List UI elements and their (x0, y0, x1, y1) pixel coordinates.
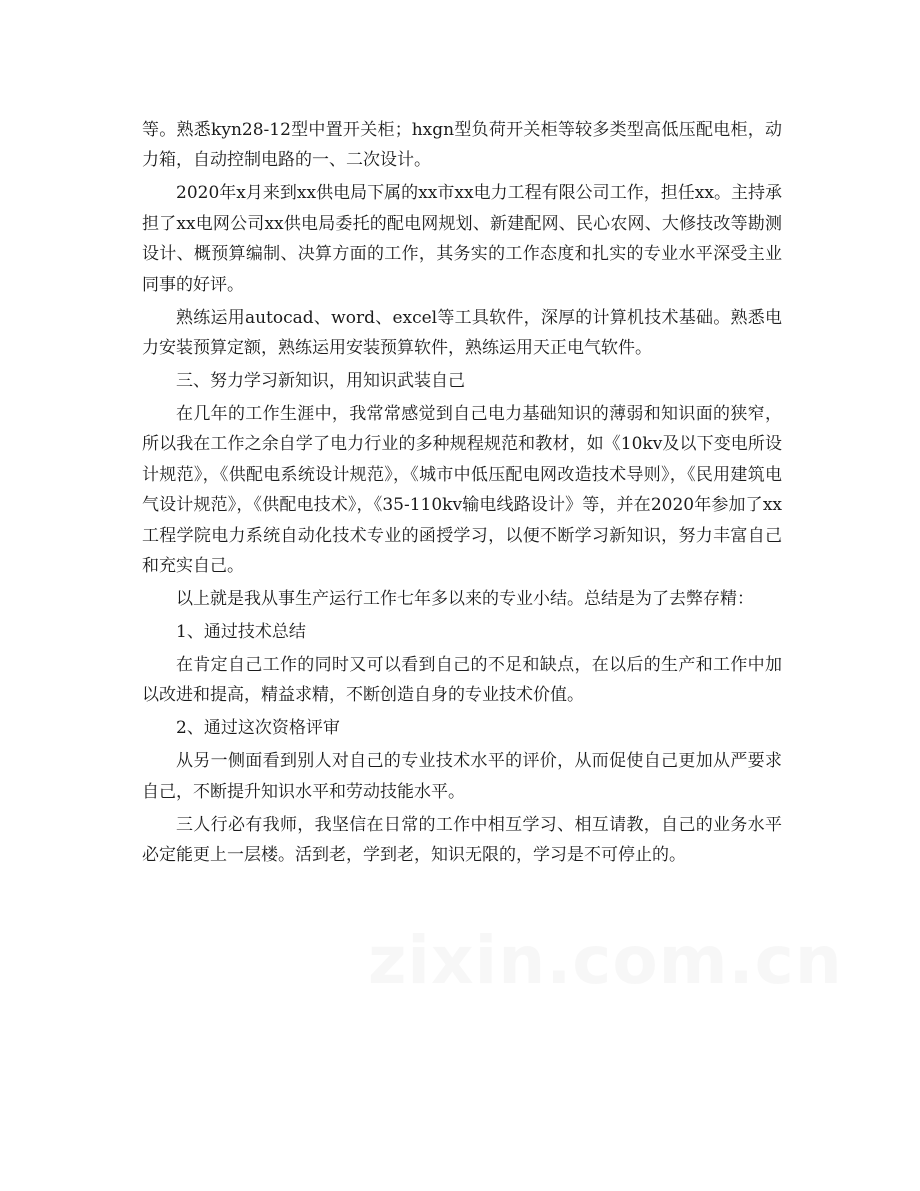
paragraph-6: 以上就是我从事生产运行工作七年多以来的专业小结。总结是为了去弊存精： (176, 589, 754, 610)
paragraph-11: 三人行必有我师，我坚信在日常的工作中相互学习、相互请教，自己的业务水平必定能更上一层楼。活到老，学到老，知识无限的，学习是不可停止的。 (142, 814, 782, 866)
paragraph-2: 2020年x月来到xx供电局下属的xx市xx电力工程有限公司工作，担任xx。主持承担了xx电网公司xx供电局委托的配电网规划、新建配网、民心农网、大修技改等勘测设计、概预算编制、决算方面的工作，其务实的工作态度和扎实的专业水平深受主业同事的好评。 (142, 183, 782, 295)
list-heading-2: 2、通过这次资格评审 (176, 718, 340, 739)
document-body (142, 115, 782, 873)
list-heading-1: 1、通过技术总结 (176, 622, 306, 643)
section-heading-3: 三、努力学习新知识，用知识武装自己 (176, 371, 465, 392)
paragraph-5: 在几年的工作生涯中，我常常感觉到自己电力基础知识的薄弱和知识面的狭窄，所以我在工作之余自学了电力行业的多种规程规范和教材，如《10kv及以下变电所设计规范》，《供配电系统设计规范》，《城市中低压配电网改造技术导则》，《民用建筑电气设计规范》，《供配电技术》，《35-110kv输电线路设计》等，并在2020年参加了xx工程学院电力系统自动化技术专业的函授学习，以便不断学习新知识，努力丰富自己和充实自己。 (142, 404, 782, 577)
paragraph-8: 在肯定自己工作的同时又可以看到自己的不足和缺点，在以后的生产和工作中加以改进和提高，精益求精，不断创造自身的专业技术价值。 (142, 655, 782, 706)
paragraph-3: 熟练运用autocad、word、excel等工具软件，深厚的计算机技术基础。熟悉电力安装预算定额，熟练运用安装预算软件，熟练运用天正电气软件。 (142, 307, 782, 359)
paragraph-1: 等。熟悉kyn28-12型中置开关柜；hxgn型负荷开关柜等较多类型高低压配电柜，动力箱，自动控制电路的一、二次设计。 (142, 120, 782, 171)
paragraph-10: 从另一侧面看到别人对自己的专业技术水平的评价，从而促使自己更加从严要求自己，不断提升知识水平和劳动技能水平。 (142, 751, 782, 802)
watermark: zixin.com.cn (368, 922, 843, 999)
